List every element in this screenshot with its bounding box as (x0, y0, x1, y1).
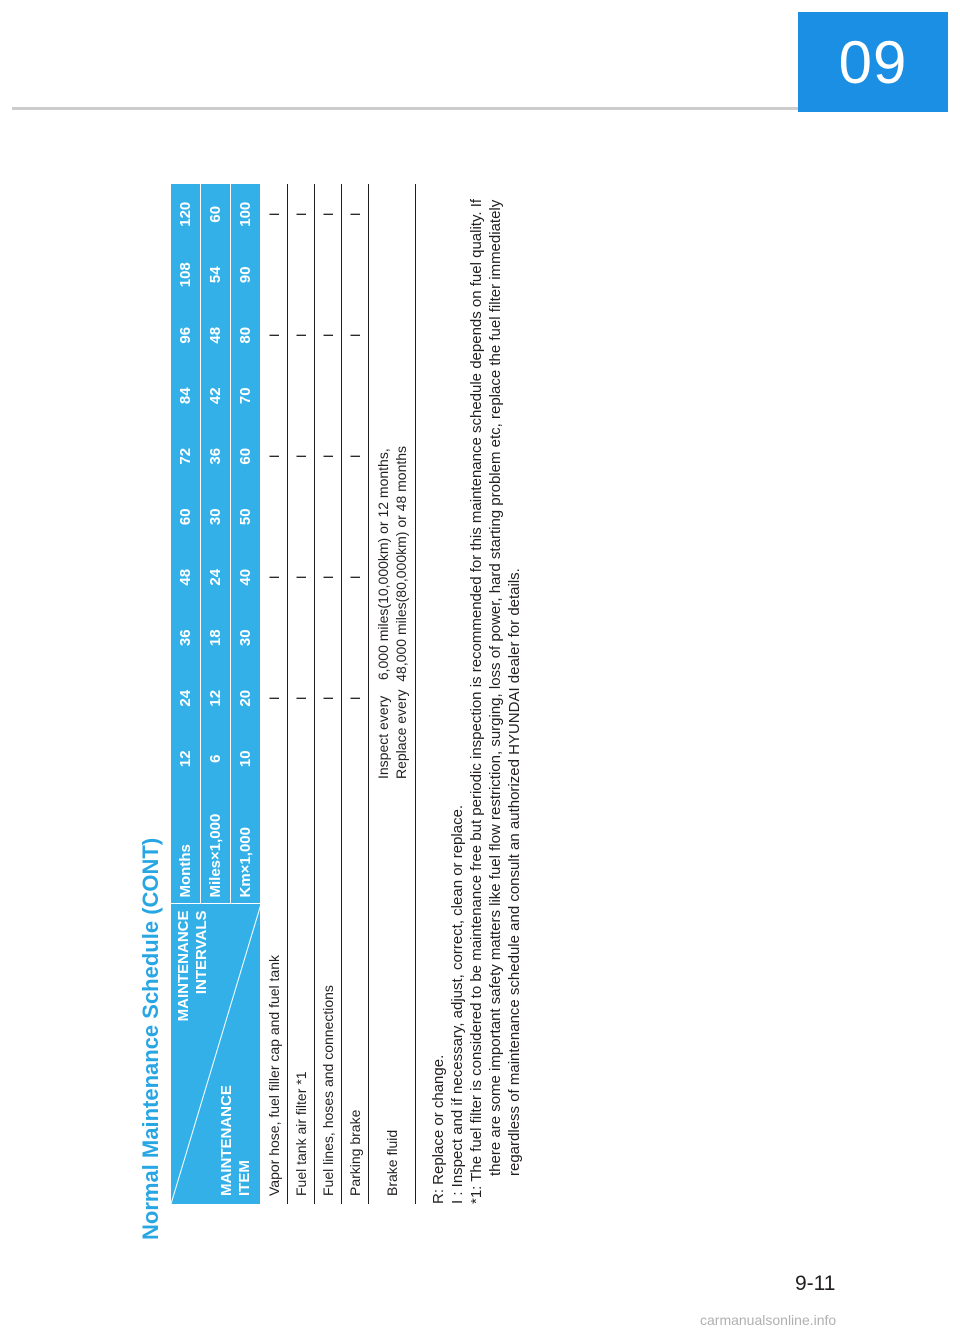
item-header-line: ITEM (236, 1160, 253, 1196)
km-value: 60 (231, 426, 261, 487)
row-item: Brake fluid (369, 789, 416, 1204)
row-item: Fuel tank air filter *1 (288, 789, 315, 1204)
row-cell (342, 608, 369, 669)
table-row (261, 184, 288, 1204)
note-fuel-filter: *1: The fuel filter is considered to be maintenance free but periodic inspection is recommended for this maintenance schedule depends on fuel quality. If there are some important safety matters like fuel flow restriction, surging, loss of power, hard starting problem etc, replace the fuel filter immediately regardless of maintenance schedule and consult an authorized HYUNDAI dealer for details. (468, 198, 523, 1204)
months-value: 108 (171, 245, 201, 306)
row-cell: I (315, 426, 342, 487)
section-title: Normal Maintenance Schedule (CONT) (138, 837, 163, 1240)
maintenance-table (171, 184, 416, 1204)
row-cell (342, 366, 369, 427)
months-value: 36 (171, 608, 201, 669)
row-cell: I (342, 184, 369, 245)
km-value: 10 (231, 729, 261, 790)
row-cell (315, 487, 342, 548)
brake-fluid-schedule (369, 184, 416, 789)
table-row-brake-fluid (369, 184, 416, 1204)
months-value: 96 (171, 305, 201, 366)
row-cell: I (315, 184, 342, 245)
note-replace: R: Replace or change. (430, 1054, 447, 1204)
intervals-header (175, 911, 211, 1022)
km-value: 20 (231, 668, 261, 729)
row-cell: I (315, 547, 342, 608)
row-cell: I (261, 426, 288, 487)
chapter-number: 09 (838, 28, 908, 96)
row-cell: I (261, 305, 288, 366)
months-value: 84 (171, 366, 201, 427)
row-cell: I (288, 668, 315, 729)
brake-fluid-replace: Replace every 48,000 miles(80,000km) or 48 months (393, 445, 409, 779)
row-cell (288, 487, 315, 548)
km-value: 40 (231, 547, 261, 608)
row-cell (288, 366, 315, 427)
row-cell: I (288, 305, 315, 366)
row-cell (315, 366, 342, 427)
intervals-header-line: MAINTENANCE (175, 910, 192, 1022)
table-row (315, 184, 342, 1204)
miles-value: 36 (201, 426, 231, 487)
miles-value: 12 (201, 668, 231, 729)
row-item: Vapor hose, fuel filler cap and fuel tank (261, 789, 288, 1204)
months-value: 72 (171, 426, 201, 487)
item-header-line: MAINTENANCE (218, 1085, 235, 1196)
row-cell (261, 366, 288, 427)
row-cell: I (342, 668, 369, 729)
km-value: 100 (231, 184, 261, 245)
miles-label: Miles×1,000 (201, 789, 231, 904)
km-value: 70 (231, 366, 261, 427)
watermark: carmanualsonline.info (700, 1312, 837, 1328)
rotated-content (135, 160, 555, 1240)
row-cell: I (315, 668, 342, 729)
row-cell (315, 608, 342, 669)
legend-notes (429, 164, 524, 1204)
miles-value: 60 (201, 184, 231, 245)
km-value: 30 (231, 608, 261, 669)
row-item: Fuel lines, hoses and connections (315, 789, 342, 1204)
miles-value: 54 (201, 245, 231, 306)
months-value: 60 (171, 487, 201, 548)
table-row (342, 184, 369, 1204)
months-value: 12 (171, 729, 201, 790)
row-item: Parking brake (342, 789, 369, 1204)
row-cell (261, 245, 288, 306)
km-label: Km×1,000 (231, 789, 261, 904)
row-cell (315, 245, 342, 306)
row-cell: I (288, 547, 315, 608)
months-row (171, 184, 201, 1204)
row-cell: I (342, 547, 369, 608)
row-cell (261, 487, 288, 548)
row-cell: I (288, 184, 315, 245)
miles-value: 30 (201, 487, 231, 548)
row-cell (315, 729, 342, 790)
miles-value: 48 (201, 305, 231, 366)
km-value: 50 (231, 487, 261, 548)
item-header (218, 1085, 254, 1196)
months-value: 24 (171, 668, 201, 729)
months-value: 120 (171, 184, 201, 245)
miles-value: 24 (201, 547, 231, 608)
row-cell: I (315, 305, 342, 366)
row-cell (288, 245, 315, 306)
row-cell: I (261, 184, 288, 245)
miles-value: 42 (201, 366, 231, 427)
table-row (288, 184, 315, 1204)
months-label: Months (171, 789, 201, 904)
km-value: 80 (231, 305, 261, 366)
row-cell: I (342, 305, 369, 366)
page-number: 9-11 (795, 1272, 836, 1295)
miles-value: 18 (201, 608, 231, 669)
row-cell (342, 245, 369, 306)
row-cell (261, 608, 288, 669)
row-cell (261, 729, 288, 790)
miles-value: 6 (201, 729, 231, 790)
row-cell: I (288, 426, 315, 487)
row-cell: I (342, 426, 369, 487)
row-cell (288, 729, 315, 790)
km-value: 90 (231, 245, 261, 306)
table-corner-cell (171, 904, 261, 1204)
row-cell (288, 608, 315, 669)
row-cell: I (261, 668, 288, 729)
note-inspect: I : Inspect and if necessary, adjust, correct, clean or replace. (449, 804, 466, 1204)
brake-fluid-inspect: Inspect every 6,000 miles(10,000km) or 12 months, (375, 448, 391, 779)
months-value: 48 (171, 547, 201, 608)
row-cell (342, 487, 369, 548)
intervals-header-line: INTERVALS (193, 910, 210, 995)
top-rule (12, 107, 798, 110)
row-cell (342, 729, 369, 790)
row-cell: I (261, 547, 288, 608)
chapter-tab (798, 12, 948, 112)
